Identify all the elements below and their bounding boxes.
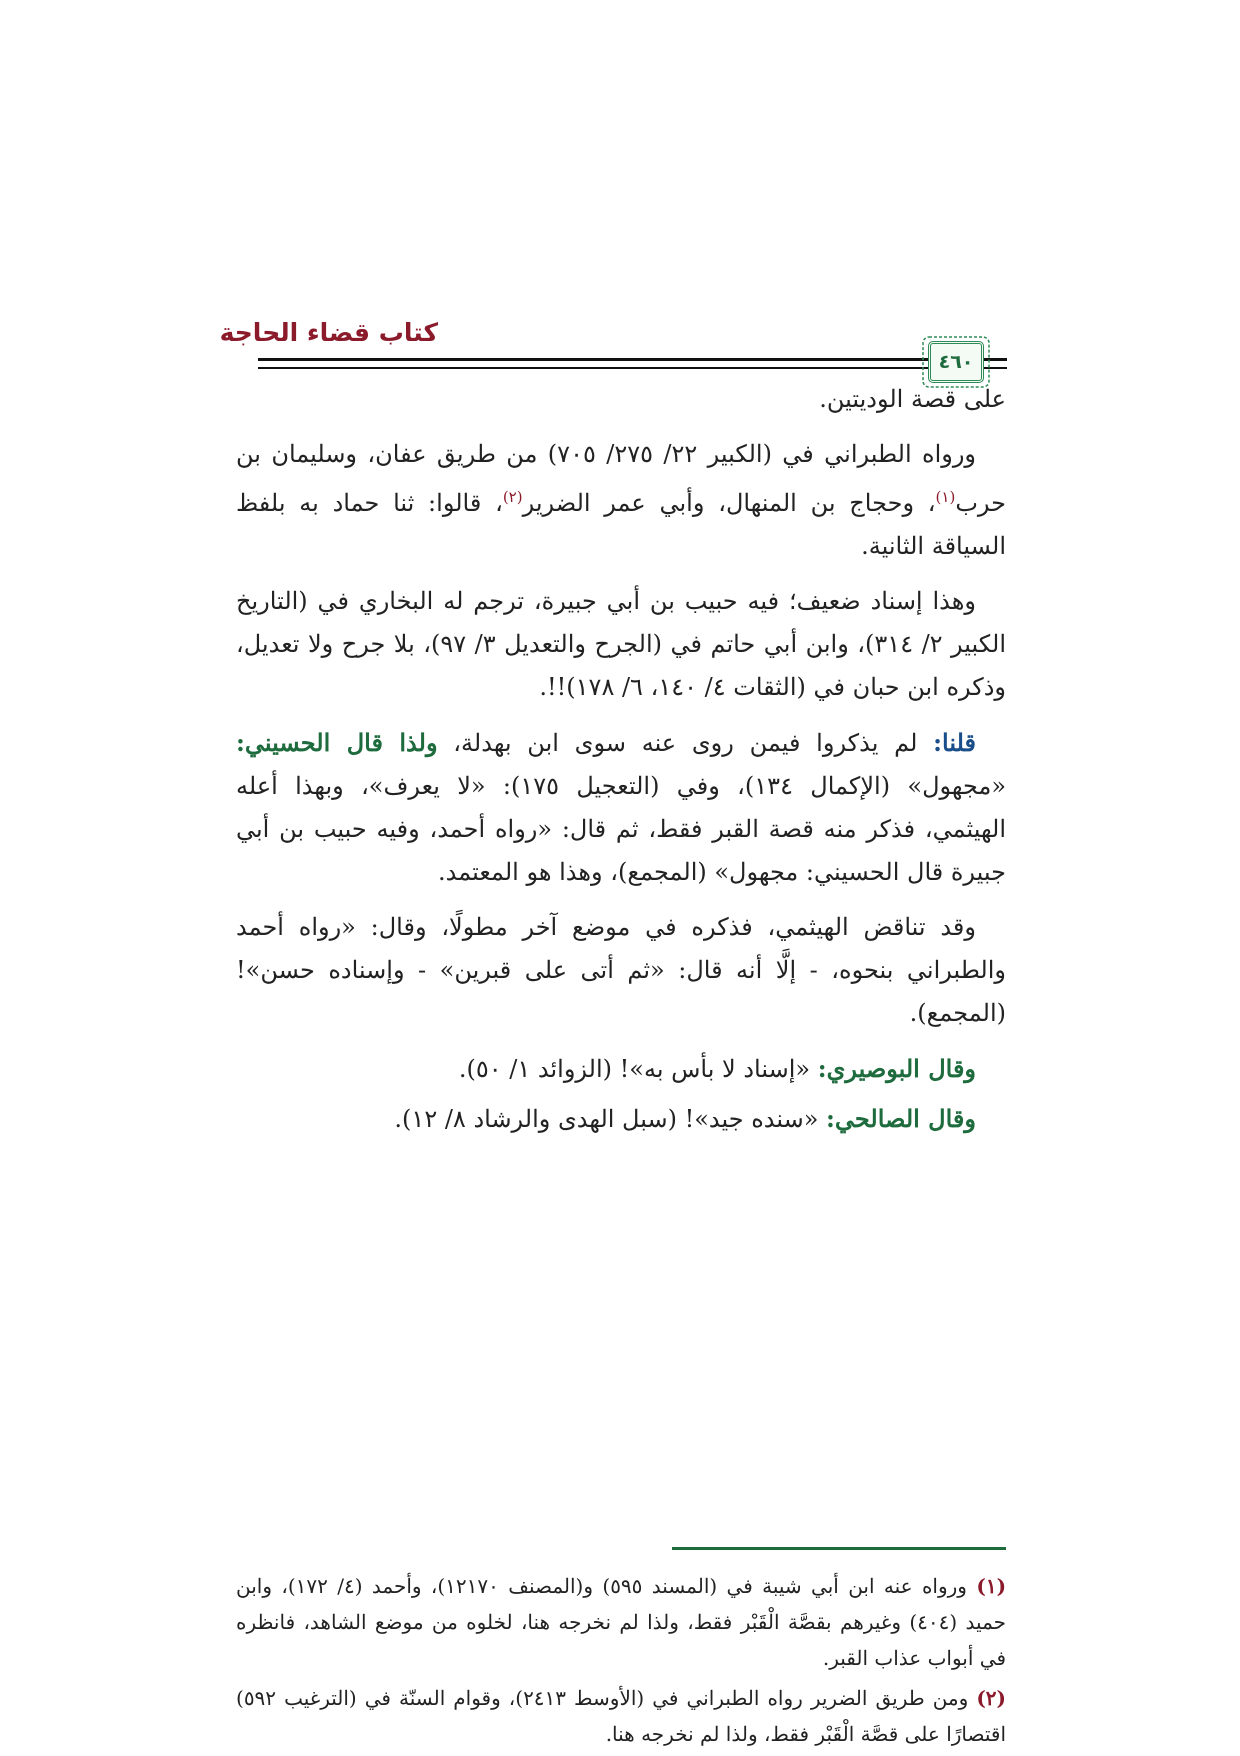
paragraph-3: وهذا إسناد ضعيف؛ فيه حبيب بن أبي جبيرة، ترجم له البخاري في (التاريخ الكبير ٢/ ٣١٤)، وابن أبي حاتم في (الجرح والتعديل ٣/ ٩٧)، بلا جرح ولا تعديل، وذكره ابن حبان في (الثقات ٤/ ١٤٠، ٦/ ١٧٨)!!.: [236, 587, 1006, 701]
page-number-badge: [928, 341, 984, 383]
paragraph-4-part-a: لم يذكروا فيمن روى عنه سوى ابن بهدلة،: [437, 729, 934, 757]
footnote-1-number: (١): [976, 1574, 1007, 1598]
paragraph-1: على قصة الوديتين.: [819, 385, 1006, 413]
paragraph-6-text: «إسناد لا بأس به»! (الزوائد ١/ ٥٠).: [458, 1055, 818, 1083]
header-rule-bottom: [258, 367, 1007, 369]
paragraph-4-part-b: «مجهول» (الإكمال ١٣٤)، وفي (التعجيل ١٧٥): «لا يعرف»، وبهذا أعله الهيثمي، فذكر منه قصة القبر فقط، ثم قال: «رواه أحمد، وفيه حبيب بن أبي جبيرة قال الحسيني: مجهول» (المجمع)، وهذا هو المعتمد.: [236, 772, 1006, 886]
footnote-2-number: (٢): [976, 1686, 1007, 1710]
footnote-ref-2[interactable]: (٢): [502, 488, 523, 506]
paragraph-2-part-a: ورواه الطبراني في (الكبير ٢٢/ ٢٧٥/ ٧٠٥) من طريق عفان، وسليمان بن حرب: [236, 440, 1006, 517]
paragraph-6: [236, 1047, 1006, 1091]
label-salihi: وقال الصالحي:: [826, 1104, 976, 1133]
paragraph-7-text: «سنده جيد»! (سبل الهدى والرشاد ٨/ ١٢).: [394, 1105, 827, 1133]
footnote-2: [236, 1680, 1006, 1752]
footnotes: [236, 1568, 1006, 1756]
footnote-1: [236, 1568, 1006, 1676]
label-qulna: قلنا:: [933, 728, 976, 757]
paragraph-2: [236, 433, 1006, 568]
page-number: ٤٦٠: [938, 351, 974, 373]
footnote-2-text: ومن طريق الضرير رواه الطبراني في (الأوسط ٢٤١٣)، وقوام السنّة في (الترغيب ٥٩٢) اقتصارًا على قصَّة الْقَبْر فقط، ولذا لم نخرجه هنا.: [236, 1686, 1006, 1746]
label-hussaini: ولذا قال الحسيني:: [236, 728, 438, 757]
main-text: [236, 378, 1006, 1147]
paragraph-7: [236, 1097, 1006, 1141]
paragraph-4: [236, 721, 1006, 894]
paragraph-2-part-c: ، قالوا: ثنا حماد به بلفظ السياقة الثانية.: [236, 489, 1006, 560]
footnote-separator: [672, 1547, 1006, 1550]
paragraph-5: وقد تناقض الهيثمي، فذكره في موضع آخر مطولًا، وقال: «رواه أحمد والطبراني بنحوه، - إلَّا أنه قال: «ثم أتى على قبرين» - وإسناده حسن»! (المجمع).: [236, 913, 1006, 1027]
paragraph-2-part-b: ، وحجاج بن المنهال، وأبي عمر الضرير: [522, 489, 936, 517]
label-busiri: وقال البوصيري:: [817, 1054, 976, 1083]
running-header-title: كتاب قضاء الحاجة: [219, 318, 438, 347]
footnote-ref-1[interactable]: (١): [935, 488, 956, 506]
header-rule-top: [258, 358, 1007, 361]
footnote-1-text: ورواه عنه ابن أبي شيبة في (المسند ٥٩٥) و(المصنف ١٢١٧٠)، وأحمد (٤/ ١٧٢)، وابن حميد (٤٠٤) وغيرهم بقصَّة الْقَبْر فقط، ولذا لم نخرجه هنا، لخلوه من موضع الشاهد، فانظره في أبواب عذاب القبر.: [236, 1574, 1006, 1670]
